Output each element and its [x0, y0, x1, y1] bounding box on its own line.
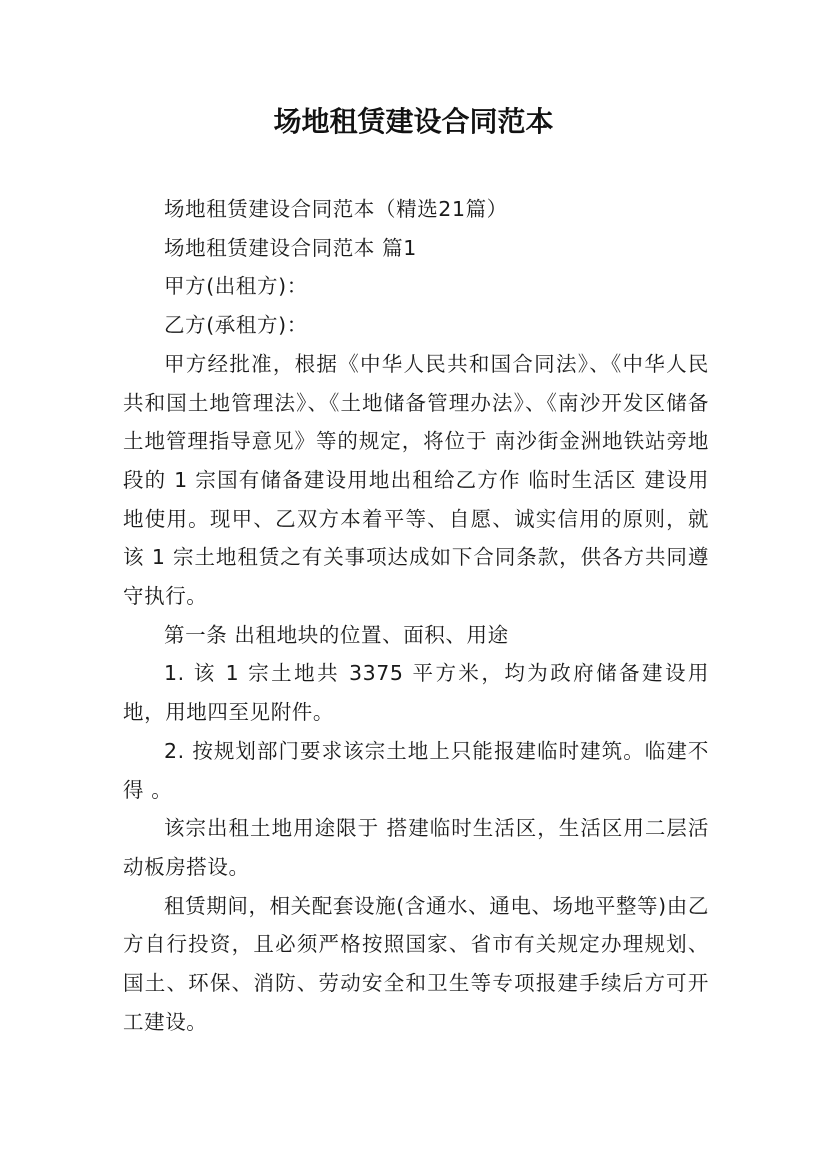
- document-title: 场地租赁建设合同范本: [273, 105, 554, 138]
- paragraph-land-use: 该宗出租土地用途限于 搭建临时生活区，生活区用二层活动板房搭设。: [123, 816, 709, 879]
- paragraph-lease-period: 租赁期间，相关配套设施(含通水、通电、场地平整等)由乙方自行投资，且必须严格按照国家、省市有关规定办理规划、国土、环保、消防、劳动安全和卫生等专项报建手续后方可开工建设。: [123, 893, 709, 1034]
- paragraph-clause-1: 1. 该 1 宗土地共 3375 平方米，均为政府储备建设用地，用地四至见附件。: [123, 661, 709, 725]
- paragraph-preamble: 甲方经批准，根据《中华人民共和国合同法》、《中华人民共和国土地管理法》、《土地储备管理办法》、《南沙开发区储备土地管理指导意见》等的规定，将位于 南沙街金洲地铁站旁地段的 1 宗国有储备建设用地出租给乙方作 临时生活区 建设用地使用。现甲、乙双方本着平等、自愿、诚实信用的原则，就该 1 宗土地租赁之有关事项达成如下合同条款，供各方共同遵守执行。: [123, 351, 709, 609]
- paragraph-party-b: 乙方(承租方)：: [164, 313, 308, 338]
- paragraph-section-heading: 场地租赁建设合同范本 篇1: [164, 235, 417, 260]
- paragraph-subtitle: 场地租赁建设合同范本（精选21篇）: [164, 197, 508, 221]
- paragraph-article-1-heading: 第一条 出租地块的位置、面积、用途: [164, 622, 509, 647]
- paragraph-party-a: 甲方(出租方)：: [164, 274, 308, 299]
- paragraph-clause-2: 2. 按规划部门要求该宗土地上只能报建临时建筑。临建不得 。: [123, 738, 709, 802]
- document-body: [123, 190, 709, 1041]
